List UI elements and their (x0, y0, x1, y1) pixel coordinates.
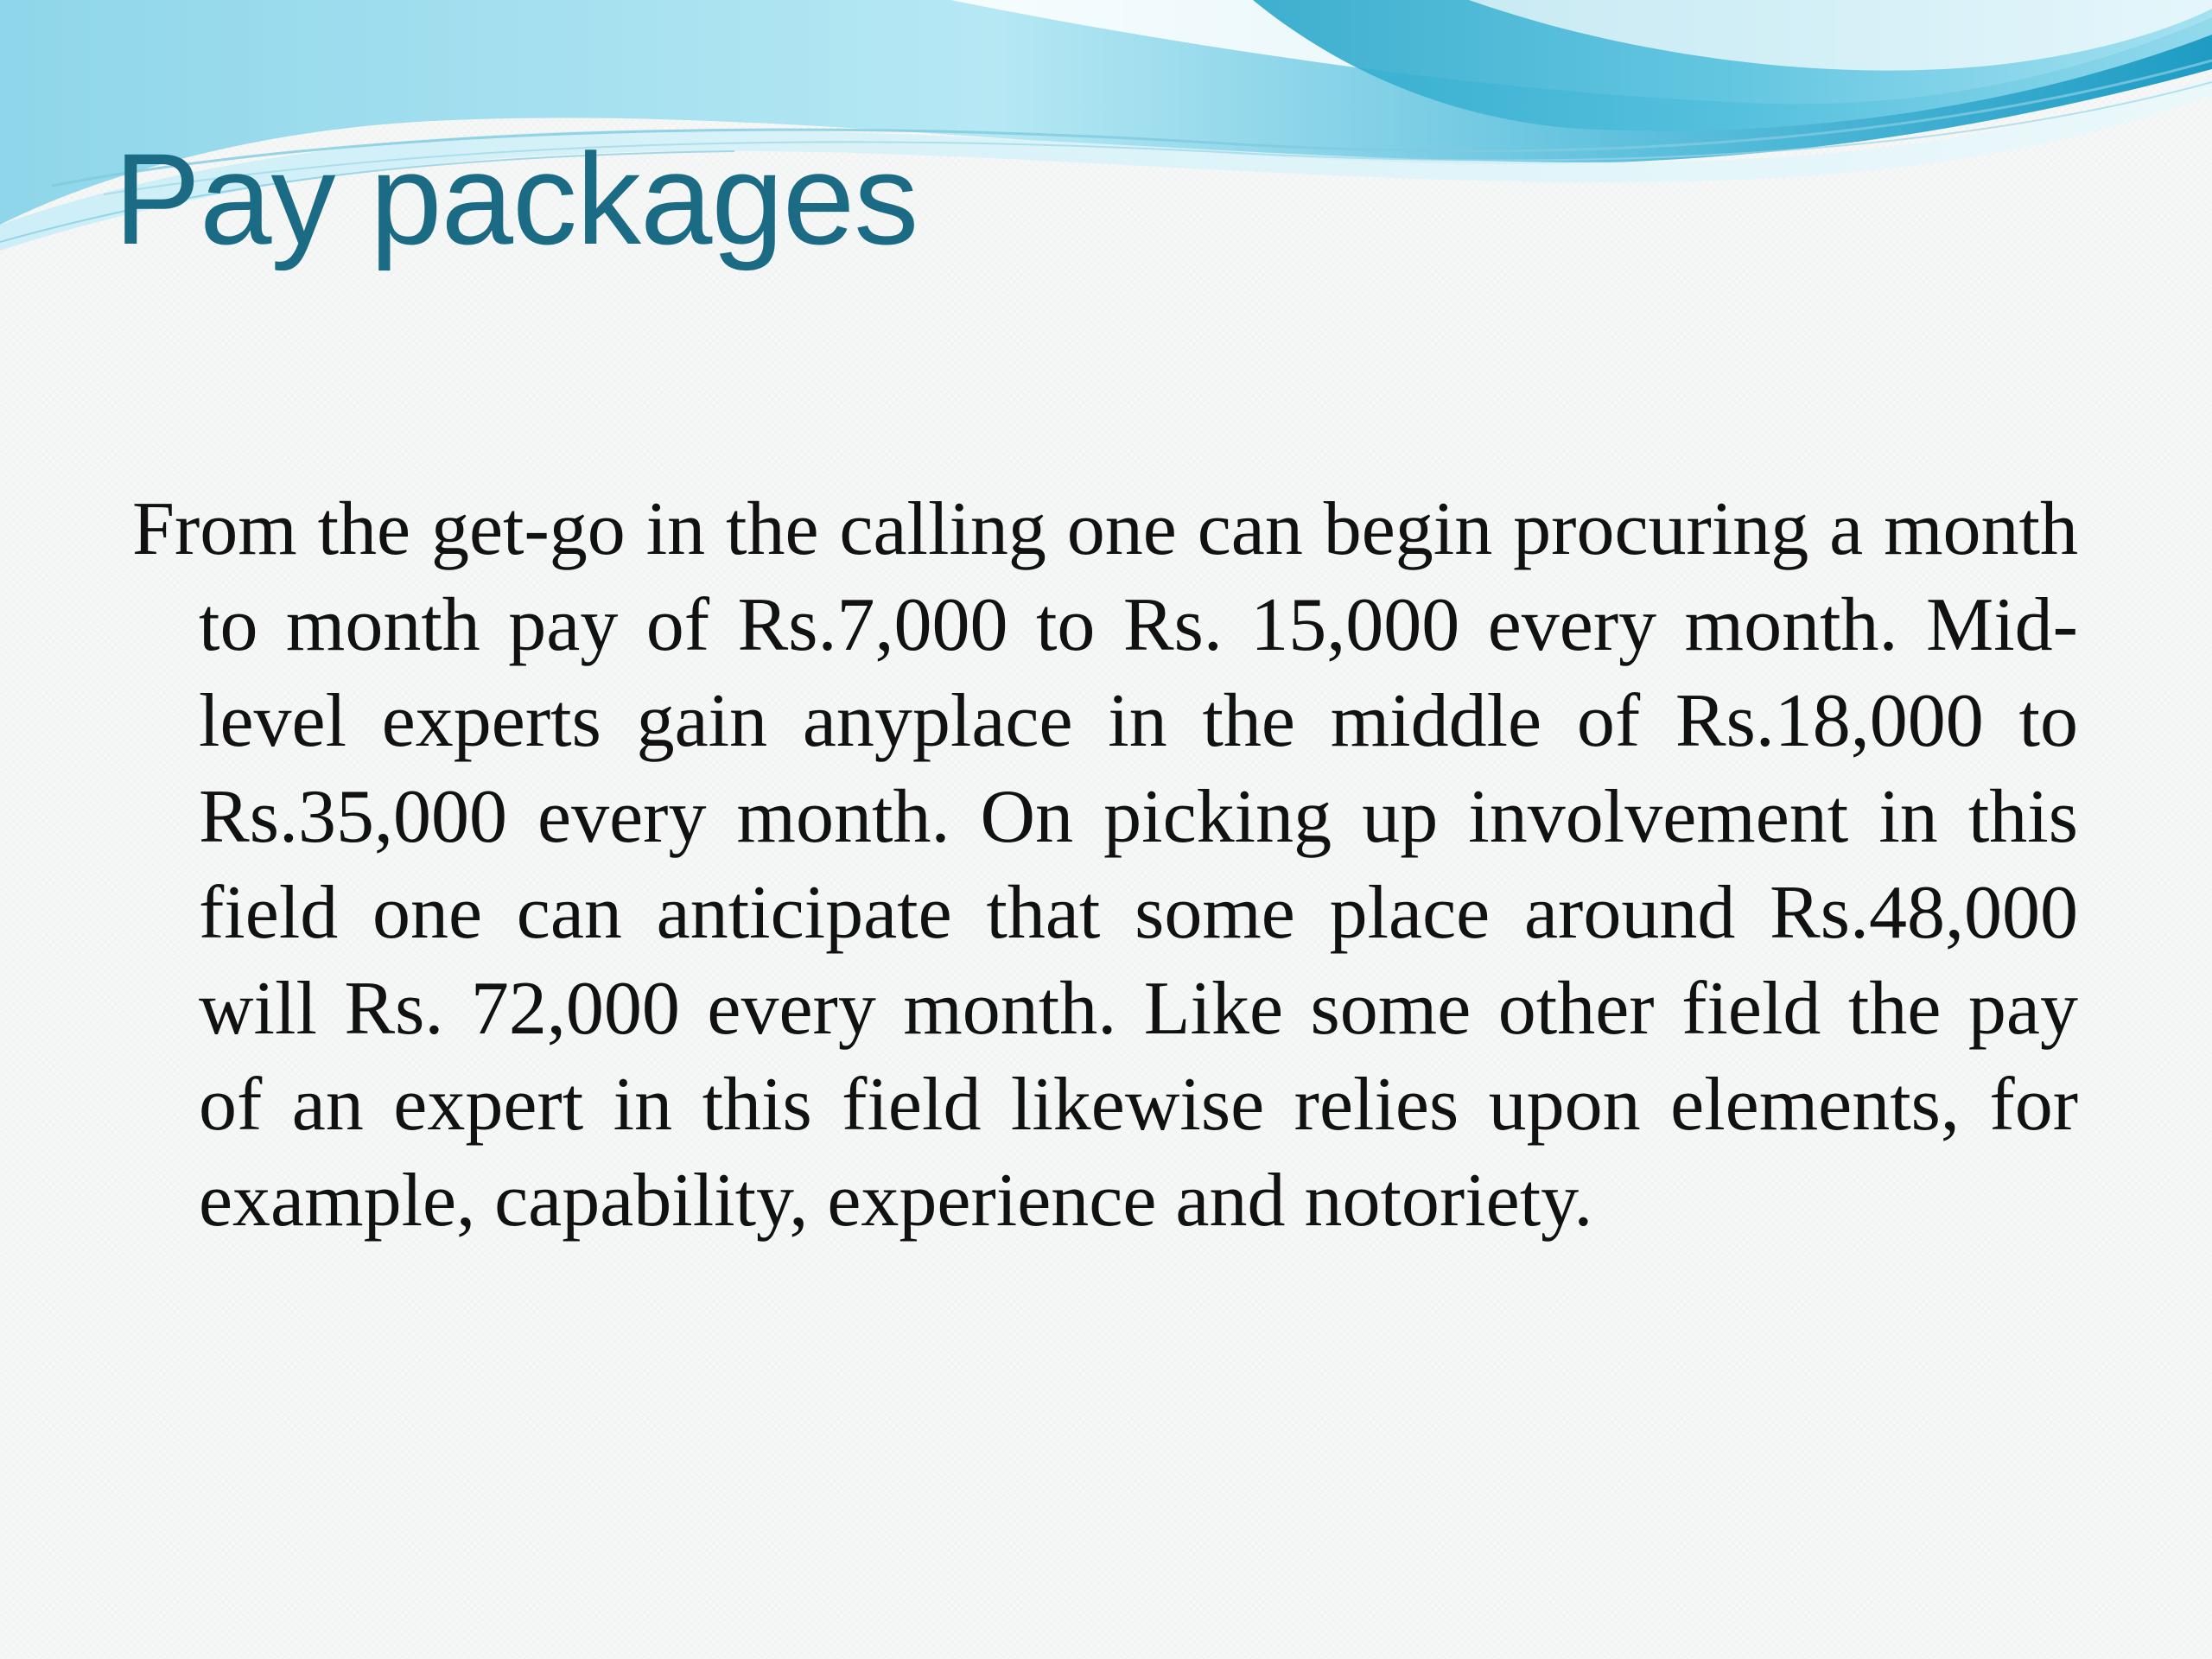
slide-title: Pay packages (114, 126, 918, 271)
slide-body-paragraph: From the get-go in the calling one can begin procuring a month to month pay of Rs.7,000 to Rs. 15,000 every month. Mid-level experts gain anyplace in the middle of Rs.18,000 to Rs.35,000 every month. On picking up involvement in this field one can anticipate that some place around Rs.48,000 will Rs. 72,000 every month. Like some other field the pay of an expert in this field likewise relies upon elements, for example, capability, experience and notoriety. (132, 487, 2078, 1243)
